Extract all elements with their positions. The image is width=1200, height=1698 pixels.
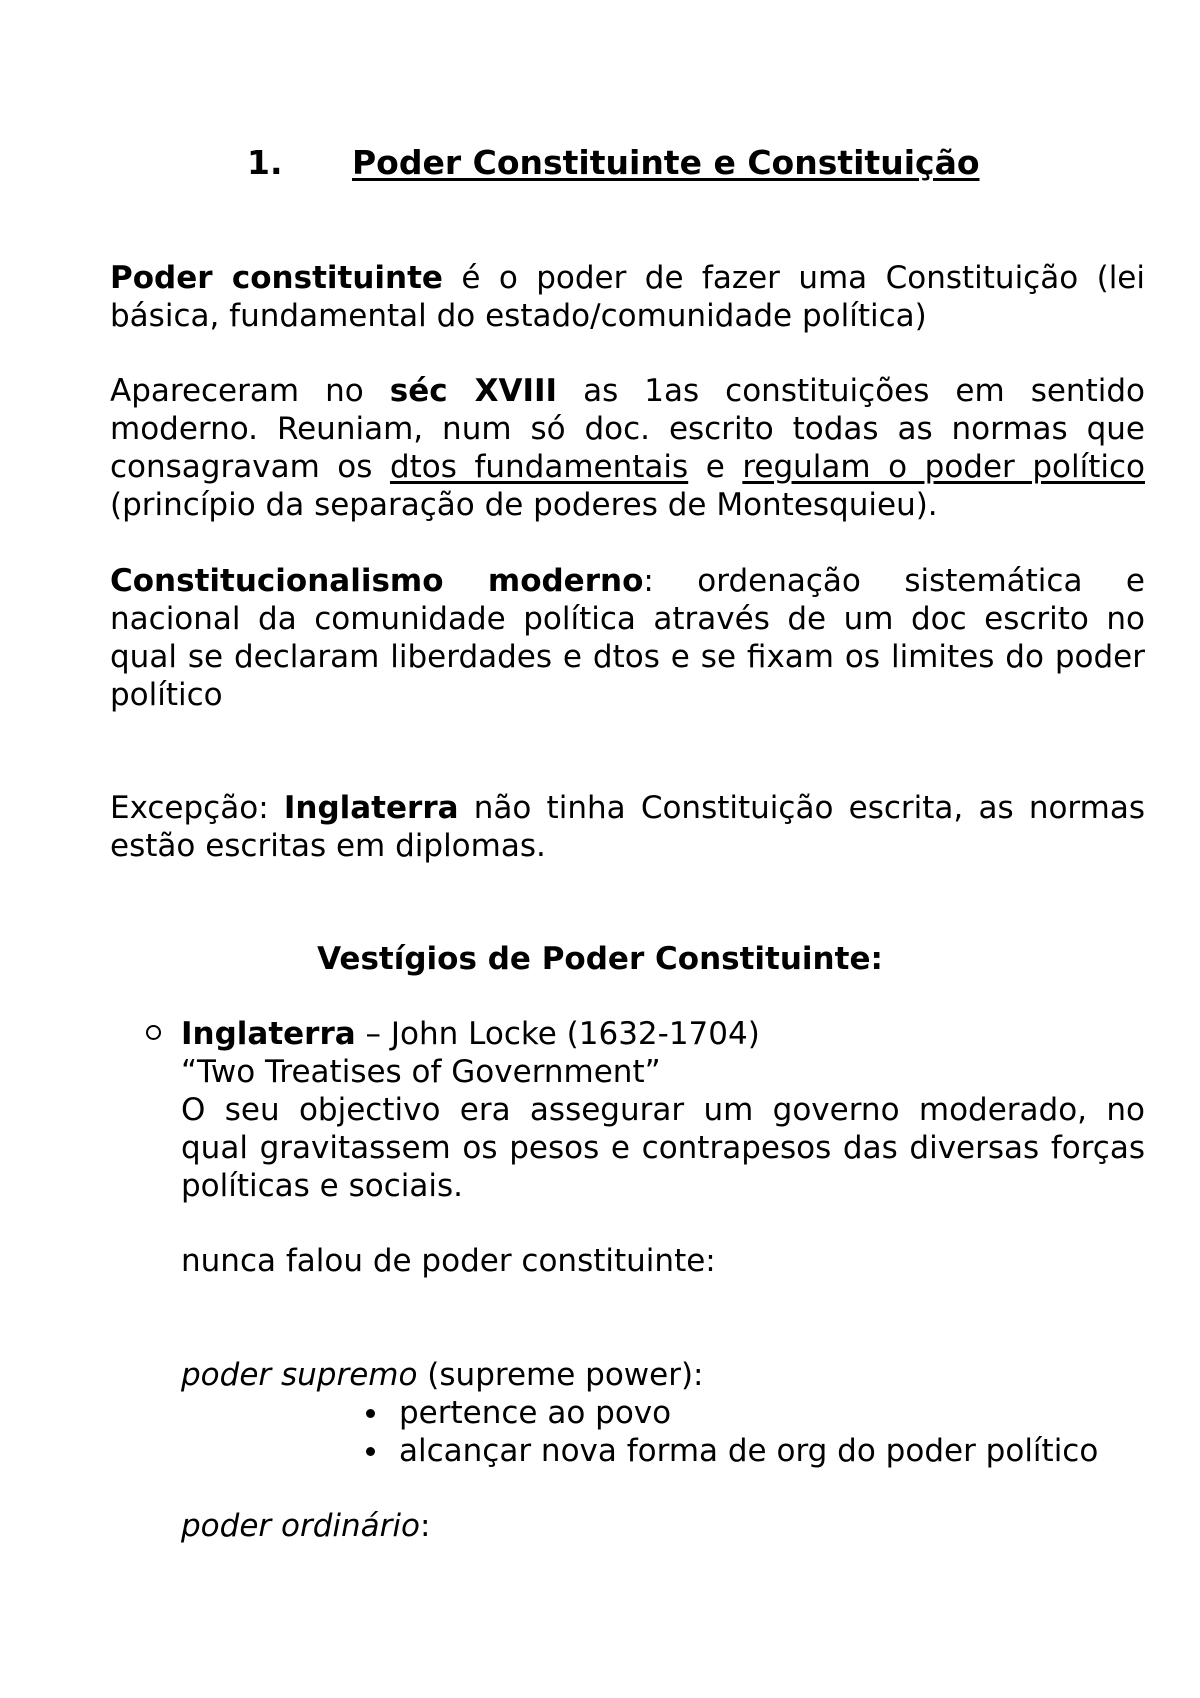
objective-text: O seu objectivo era assegurar um governo moderado, no qual gravitassem os pesos e contrapesos das diversas forças políticas e sociais.: [181, 1092, 1145, 1204]
text-span: e: [688, 449, 743, 485]
book-title: “Two Treatises of Government”: [181, 1054, 661, 1090]
text-span: as 1as constituições em sentido moderno. Reuniam, num só doc. escrito todas as normas que consagravam os: [110, 373, 1145, 485]
text-span: Apareceram no: [110, 373, 390, 409]
item-author: – John Locke (1632-1704): [355, 1016, 760, 1052]
paragraph-excepcao: [110, 789, 1145, 865]
ordinary-power-label: poder ordinário: [181, 1508, 420, 1544]
text-span: Excepção:: [110, 790, 284, 826]
bold-sec-xviii: séc XVIII: [389, 373, 558, 409]
text-span: não tinha Constituição escrita, as normas estão escritas em diplomas.: [110, 790, 1145, 864]
paragraph-text: : ordenação sistemática e nacional da comunidade política através de um doc escrito no qual se declaram liberdades e dtos e se fixam os limites do poder político: [110, 563, 1145, 713]
supreme-power-line: [181, 1356, 1145, 1394]
supreme-power-rest: (supreme power):: [417, 1357, 704, 1393]
term-constitucionalismo-moderno: Constitucionalismo moderno: [110, 563, 644, 599]
heading-number: 1.: [247, 143, 283, 182]
underlined-regulam-poder: regulam o poder político: [742, 449, 1145, 485]
bullet-item: alcançar nova forma de org do poder político: [399, 1433, 1099, 1469]
paragraph-constitucionalismo: [110, 562, 1145, 714]
paragraph-text: é o poder de fazer uma Constituição (lei básica, fundamental do estado/comunidade política): [110, 260, 1145, 334]
bullet-dot: [366, 1409, 375, 1418]
paragraph-seculo-xviii: [110, 372, 1145, 524]
heading-title: Poder Constituinte e Constituição: [352, 143, 980, 182]
ordinary-power-line: [181, 1507, 1145, 1545]
term-inglaterra: Inglaterra: [181, 1016, 356, 1052]
never-spoke-text: nunca falou de poder constituinte:: [181, 1243, 716, 1279]
paragraph-poder-constituinte: [110, 259, 1145, 335]
bold-inglaterra: Inglaterra: [283, 790, 459, 826]
subsection-title: Vestígios de Poder Constituinte:: [317, 941, 883, 977]
underlined-dtos-fundamentais: dtos fundamentais: [389, 449, 689, 485]
text-span: (princípio da separação de poderes de Montesquieu).: [110, 487, 938, 523]
list-item-inglaterra: [181, 1015, 1145, 1053]
bullet-item: pertence ao povo: [399, 1395, 672, 1431]
section-heading: [0, 144, 1200, 184]
list-circle-bullet: [146, 1025, 161, 1040]
bullet-dot: [366, 1447, 375, 1456]
term-poder-constituinte: Poder constituinte: [110, 260, 443, 296]
ordinary-power-rest: :: [419, 1508, 431, 1544]
supreme-power-label: poder supremo: [181, 1357, 418, 1393]
